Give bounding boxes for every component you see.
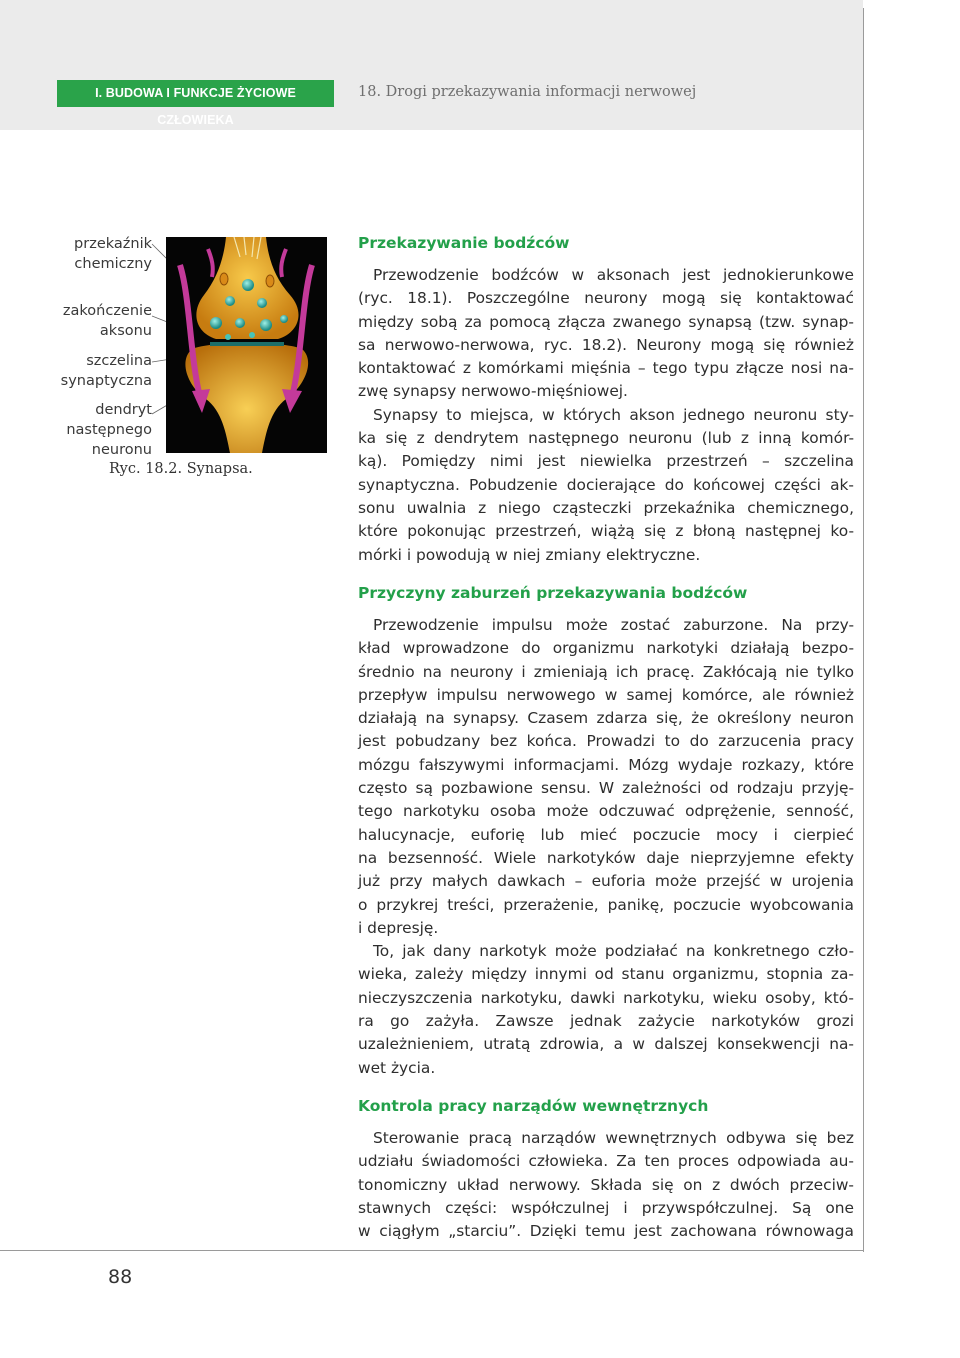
label-line: aksonu [99,323,152,339]
text-line: działają na synapsy. Czasem zdarza się, że określony neuron [358,709,854,728]
figure-caption: Ryc. 18.2. Synapsa. [109,461,253,477]
synapse-illustration [166,237,327,453]
text-line: (ryc. 18.1). Poszczególne neurony mogą się kontaktować [358,289,854,308]
text-line: na bezsenność. Wiele narkotyków daje nieprzyjemne efekty [358,848,854,867]
text-line: ką). Pomiędzy nimi jest niewielka przestrzeń – szczelina [358,452,854,471]
text-line: nieczyszczenia narkotyku, dawki narkotyku, wieku osoby, któ- [358,988,854,1007]
section-body-kontrola [358,1127,854,1243]
text-line: To, jak dany narkotyk może podziałać na konkretnego czło- [373,942,854,961]
text-line: Sterowanie pracą narządów wewnętrznych odbywa się bez [373,1129,854,1147]
text-line: mózgu fałszywymi informacjami. Mózg wydaje rozkazy, które [358,755,854,774]
text-line: już przy małych dawkach – euforia może przejść w urojenia [358,872,854,891]
section-title-przyczyny: Przyczyny zaburzeń przekazywania bodźców [358,584,748,602]
text-line: Synapsy to miejsca, w których akson jednego neuronu sty- [373,405,854,424]
label-line: neuronu [91,442,152,458]
text-line: wet życia. [358,1058,436,1077]
label-line: dendryt [95,402,152,418]
text-line: między sobą za pomocą złącza zwanego synapsą (tzw. synap- [358,312,854,331]
text-line: kontaktować z komórkami mięśnia – tego typu złącze nosi na- [358,359,854,378]
text-line: ra go zażyła. Zawsze jednak zażycie narkotyków grozi [358,1012,854,1031]
label-dendryt [66,400,152,460]
text-line: mórki i powodują w niej zmiany elektryczne. [358,545,701,564]
label-line: synaptyczna [60,373,152,389]
text-line: uzależnieniem, utratą zdrowia, a w dalszej konsekwencji na- [358,1035,854,1054]
text-line: w ciągłym „starciu”. Dzięki temu jest zachowana równowaga [358,1222,854,1241]
text-line: i depresję. [358,918,439,937]
header-background [0,0,863,130]
text-line: wieka, zależy między innymi od stanu organizmu, stopnia za- [358,965,854,984]
text-line: które pokonując przestrzeń, wiążą się z błoną następnej ko- [358,522,854,541]
section-body-przyczyny [358,614,854,1080]
part-label: I. BUDOWA I FUNKCJE ŻYCIOWE CZŁOWIEKA [57,80,334,107]
text-line: często są pozbawione sensu. W zależności od rodzaju przyję- [358,779,854,798]
text-line: jest pobudzany bez końca. Prowadzi to do zarzucenia pracy [358,732,854,751]
label-line: następnego [66,422,152,438]
text-line: synaptyczna. Pobudzenie docierające do końcowej części ak- [358,475,854,494]
text-line: stawnych części: współczulnej i przywspółczulnej. Są one [358,1198,854,1217]
text-line: ka się z dendrytem następnego neuronu (lub z inną komór- [358,429,854,448]
text-line: średnio na neurony i zmieniają ich pracę. Zakłócają nie tylko [358,662,854,681]
label-line: chemiczny [74,256,152,272]
footer-divider [0,1250,864,1251]
text-line: zwę synapsy nerwowo-mięśniowej. [358,382,628,401]
text-line: tego narkotyku osoba może odczuwać odprężenie, senność, [358,802,854,821]
page-number: 88 [108,1266,133,1288]
label-line: zakończenie [62,303,152,319]
section-body-przekazywanie [358,264,854,567]
text-line: halucynacje, euforię lub mieć poczucie mocy i cierpieć [358,825,854,844]
text-line: Przewodzenie impulsu może zostać zaburzone. Na przy- [373,616,854,634]
text-line: sa nerwowo-nerwowa, ryc. 18.2). Neurony mogą się również [358,335,854,354]
label-line: przekaźnik [74,236,152,252]
text-line: o przykrej treści, przerażenie, panikę, poczucie wyobcowania [358,895,854,914]
label-szczelina [61,351,152,391]
label-zakonczenie [63,301,152,341]
text-line: przepływ impulsu nerwowego w samej komórce, ale również [358,685,854,704]
label-przekaznik [74,234,152,274]
page-margin-line [863,8,864,1252]
chapter-title: 18. Drogi przekazywania informacji nerwowej [358,84,697,100]
section-title-przekazywanie: Przekazywanie bodźców [358,234,570,252]
label-line: szczelina [86,353,152,369]
text-line: kład wprowadzone do organizmu narkotyki działają bezpo- [358,639,854,658]
text-line: udziału świadomości człowieka. Za ten proces odpowiada au- [358,1152,854,1171]
section-title-kontrola: Kontrola pracy narządów wewnętrznych [358,1097,709,1115]
text-line: sonu uwalnia z niego cząsteczki przekaźnika chemicznego, [358,498,854,517]
text-line: Przewodzenie bodźców w aksonach jest jednokierunkowe [373,266,854,284]
text-line: tonomiczny układ nerwowy. Składa się on z dwóch przeciw- [358,1175,854,1194]
